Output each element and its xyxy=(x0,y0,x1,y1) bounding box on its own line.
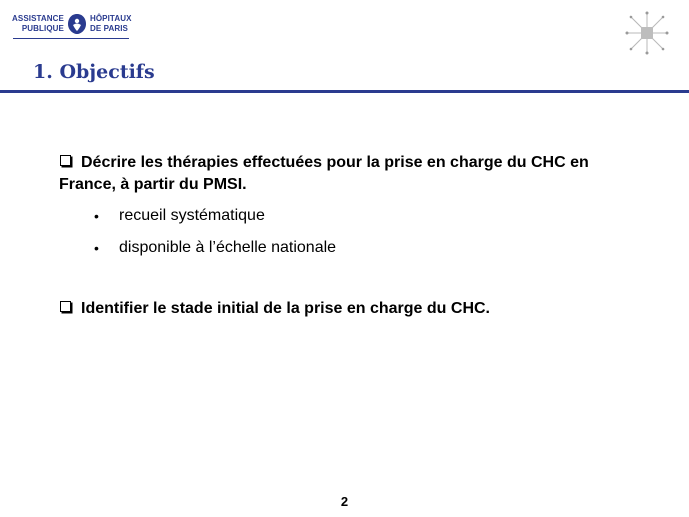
sub-list-item xyxy=(94,237,336,259)
logo-text-de-paris: DE PARIS xyxy=(89,24,128,33)
objective-text: Identifier le stade initial de la prise en charge du CHC. xyxy=(81,300,490,317)
sub-list-text: recueil systématique xyxy=(119,207,265,224)
logo-text-left xyxy=(12,14,64,34)
objective-item xyxy=(59,298,599,320)
objective-item xyxy=(59,152,599,196)
logo-text-hopitaux: HÔPITAUX xyxy=(89,14,132,23)
title-divider xyxy=(0,90,689,93)
checkbox-bullet-icon xyxy=(60,301,71,312)
logo-text-right xyxy=(90,14,132,34)
objective-text: Décrire les thérapies effectuées pour la prise en charge du CHC en France, à partir du PMSI. xyxy=(59,154,589,193)
logo-text-publique: PUBLIQUE xyxy=(21,24,64,33)
logo-underline xyxy=(13,38,129,39)
aphp-logo xyxy=(12,10,132,38)
logo-text-assistance: ASSISTANCE xyxy=(12,14,64,23)
sub-list-text: disponible à l’échelle nationale xyxy=(119,239,337,256)
star-burst-icon xyxy=(624,10,670,56)
sub-list-item xyxy=(94,205,336,227)
aphp-emblem-icon xyxy=(67,13,87,35)
objective-sub-list xyxy=(94,205,336,269)
bullet-icon: • xyxy=(94,208,99,224)
page-number: 2 xyxy=(340,494,349,509)
slide-title: 1. Objectifs xyxy=(33,61,155,83)
bullet-icon: • xyxy=(94,240,99,256)
checkbox-bullet-icon xyxy=(60,155,71,166)
